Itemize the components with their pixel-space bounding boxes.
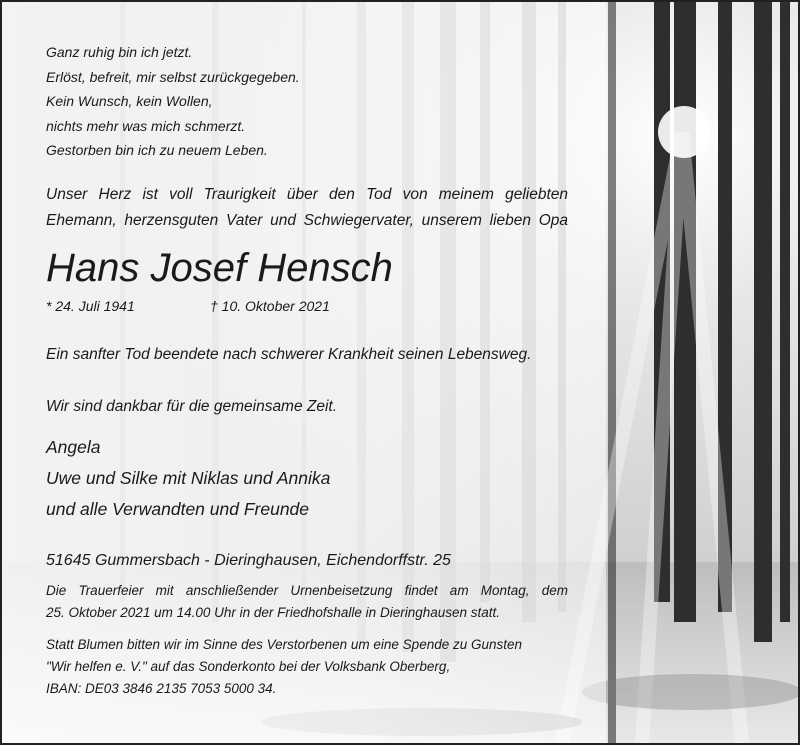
poem-line: Kein Wunsch, kein Wollen, [46,93,213,109]
life-dates [46,296,330,316]
ceremony-line: 25. Oktober 2021 um 14.00 Uhr in der Friedhofshalle in Dieringhausen statt. [46,605,501,620]
poem-line: nichts mehr was mich schmerzt. [46,117,246,134]
death-date: † 10. Oktober 2021 [210,298,330,314]
family-member: und alle Verwandten und Freunde [46,499,310,519]
poem-line: Erlöst, befreit, mir selbst zurückgegeben. [46,68,300,85]
family-list [46,432,330,525]
intro-line: Unser Herz ist voll Traurigkeit über den Tod von meinem geliebten [46,186,568,203]
donation-info [46,634,568,700]
gratitude-text: Wir sind dankbar für die gemeinsame Zeit. [46,398,338,415]
donation-line: IBAN: DE03 3846 2135 7053 5000 34. [46,681,277,696]
ceremony-info [46,580,568,624]
poem [46,40,300,163]
family-member: Angela [46,437,101,457]
donation-line: Statt Blumen bitten wir im Sinne des Verstorbenen um eine Spende zu Gunsten [46,637,523,652]
birth-date: * 24. Juli 1941 [46,298,135,314]
passing-text: Ein sanfter Tod beendete nach schwerer Krankheit seinen Lebensweg. [46,346,532,363]
deceased-name: Hans Josef Hensch [46,246,393,290]
ceremony-line: Die Trauerfeier mit anschließender Urnenbeisetzung findet am Montag, dem [46,583,568,598]
poem-line: Gestorben bin ich zu neuem Leben. [46,142,268,158]
intro-text [46,182,568,234]
address: 51645 Gummersbach - Dieringhausen, Eichendorffstr. 25 [46,552,451,569]
poem-line: Ganz ruhig bin ich jetzt. [46,44,193,60]
donation-line: "Wir helfen e. V." auf das Sonderkonto bei der Volksbank Oberberg, [46,659,451,674]
intro-line: Ehemann, herzensguten Vater und Schwiegervater, unserem lieben Opa [46,212,568,229]
family-member: Uwe und Silke mit Niklas und Annika [46,468,331,488]
